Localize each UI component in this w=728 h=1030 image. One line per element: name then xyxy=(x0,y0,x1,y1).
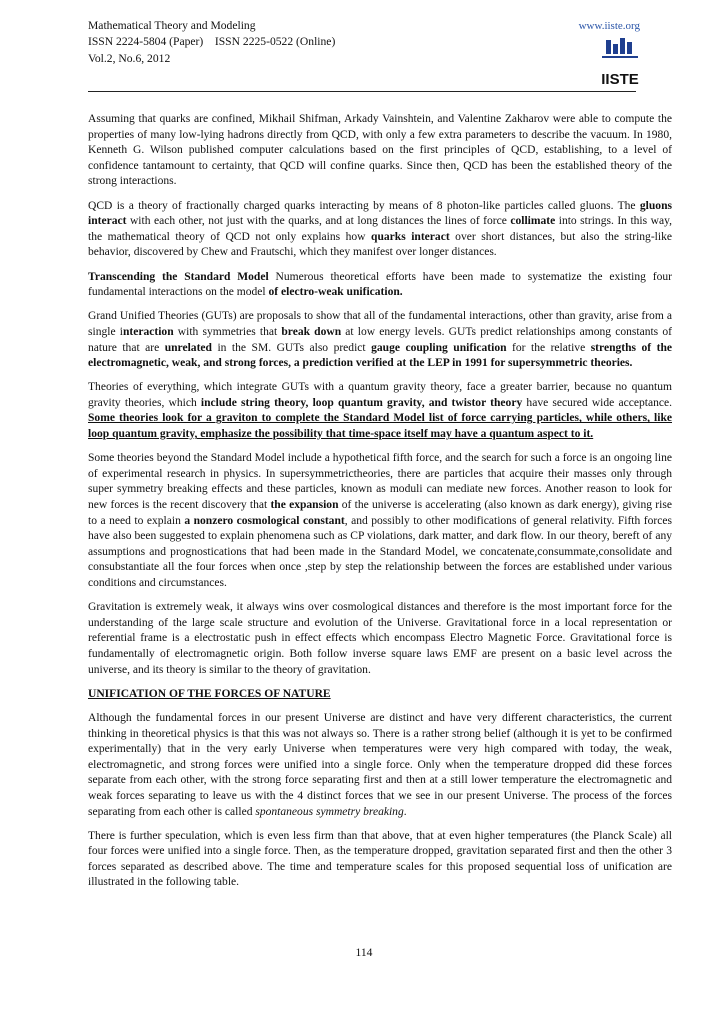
text-run: . xyxy=(403,805,407,818)
paragraph xyxy=(88,711,672,820)
paragraph xyxy=(88,309,672,371)
text-run: gauge coupling unification xyxy=(371,341,507,354)
text-run: with each other, not just with the quarks, and at long distances the lines of force xyxy=(126,215,511,228)
text-run: There is further speculation, which is even less firm than that above, that at even higher temperatures (the Planck Scale) all four forces were unified into a single force. Then, as the temperature dropped, gravitation separated first and then the other 3 forces separated as described above. The time and temperature scales for this proposed sequential loss of unification are illustrated in the following table. xyxy=(88,829,672,889)
paragraph xyxy=(88,829,672,891)
header-rule xyxy=(88,91,636,92)
text-run: over short distances, but also the string-like behavior, discovered by Chew and Frautschi, which they manifest over longer distances. xyxy=(88,230,672,259)
text-run: collimate xyxy=(510,215,556,228)
text-run: strengths of the electromagnetic, weak, and strong forces, a prediction verified at the LEP in 1991 for supersymmetric theories. xyxy=(88,341,673,370)
text-run: of electro-weak unification. xyxy=(268,286,403,299)
text-run: spontaneous symmetry breaking xyxy=(255,805,404,818)
text-run: Theories of everything, which integrate GUTs with a quantum gravity theory, face a greater barrier, because no quantum gravity theories, which xyxy=(88,381,672,409)
paragraph xyxy=(88,199,672,261)
page-header xyxy=(88,18,640,94)
text-run: have secured wide acceptance. xyxy=(522,396,672,409)
volume-line: Vol.2, No.6, 2012 xyxy=(88,52,171,65)
text-run: include string theory, loop quantum gravity, and twistor theory xyxy=(200,396,523,409)
text-run: Assuming that quarks are confined, Mikhail Shifman, Arkady Vainshtein, and Valentine Zakharov were able to compute the properties of many low-lying hadrons directly from QCD, with only a few extra parameters to describe the vacuum. In 1980, Kenneth G. Wilson published computer calculations based on the first principles of QCD, establishing, to a level of confidence tantamount to certainty, that QCD will confine quarks. Since then, QCD has been the established theory of the strong interactions. xyxy=(88,113,672,188)
text-run: nteraction xyxy=(122,325,174,338)
paragraph xyxy=(88,112,672,190)
text-run: Some theories beyond the Standard Model include a hypothetical fifth force, and the search for such a force is an ongoing line of experimental research in physics. In supersymmetrictheories, there are particles that acquire their masses only through super symmetry breaking effects and these particles, known as moduli can mediate new forces. Another reason to look for new forces is the recent discovery that xyxy=(88,452,672,512)
text-run: Although the fundamental forces in our present Universe are distinct and have very different characteristics, the current thinking in theoretical physics is that this was not always so. There is a rather strong belief (although it is yet to be confirmed experimentally) that in the very early Universe when temperatures were very high compared with today, the weak, electromagnetic, and strong forces were unified into a single force. Only when the temperature dropped did these forces separate from each other, with the strong force separating first and then at a still lower temperature the electromagnetic and weak forces separating to leave us with the 4 distinct forces that we see in our present Universe. The process of the forces separating from each other is called xyxy=(88,711,672,818)
text-run: QCD is a theory of fractionally charged quarks interacting by means of 8 photon-like particles called gluons. The xyxy=(88,199,640,212)
text-run: , and possibly to other modifications of general relativity. Fifth forces have also been suggested to explain phenomena such as CP violations, dark matter, and dark flow. In our theory, bereft of any assumptions and prognostications that had been made in the Standard Model, we concatenate,consummate,consolidate and consubstantiate all the four forces when once ,step by step the relationship between the forces are established under various conditions and circumstances. xyxy=(88,514,672,589)
paragraph xyxy=(88,380,672,442)
text-run: break down xyxy=(281,325,342,338)
logo-text: IISTE xyxy=(601,71,639,88)
text-run: quarks interact xyxy=(371,230,450,243)
text-run: for the relative xyxy=(506,341,591,354)
paragraph xyxy=(88,600,672,678)
text-run: in the SM. GUTs also predict xyxy=(211,341,372,354)
text-run: the expansion xyxy=(270,499,339,512)
text-run: UNIFICATION OF THE FORCES OF NATURE xyxy=(88,687,331,700)
paragraph xyxy=(88,270,672,301)
text-run: Grand Unified Theories (GUTs) are proposals to show that all of the fundamental interactions, other than gravity, arise from a single i xyxy=(88,310,672,338)
text-run: Numerous theoretical efforts have been made to systematize the existing four fundamental interactions on the model xyxy=(88,270,672,299)
text-run: into strings. In this way, the mathematical theory of QCD not only explains how xyxy=(88,215,672,243)
text-run: gluons interact xyxy=(88,199,672,228)
text-run: with symmetries that xyxy=(173,325,282,338)
article-body xyxy=(88,112,672,900)
journal-url-link[interactable]: www.iiste.org xyxy=(578,20,640,32)
paragraph xyxy=(88,451,672,591)
text-run: unrelated xyxy=(164,341,212,354)
page-number: 114 xyxy=(355,946,373,959)
journal-title: Mathematical Theory and Modeling xyxy=(88,19,256,32)
text-run: at low energy levels. GUTs predict relationships among constants of nature that are xyxy=(88,325,672,354)
section-heading xyxy=(88,687,672,703)
iiste-logo-icon xyxy=(600,38,640,94)
text-run: Some theories look for a graviton to complete the Standard Model list of force carrying particles, while others, like loop quantum gravity, emphasize the possibility that time-space itself may have a quantum aspect to it. xyxy=(88,412,672,441)
text-run: Gravitation is extremely weak, it always wins over cosmological distances and therefore is the most important force for the understanding of the large scale structure and evolution of the Universe. Gravitational force in a local representation or referential frame is a electrostatic push in effect effects which encompass Electro Magnetic Force. Gravitational force is fundamentally of electromagnetic origin. Both follow inverse square laws EMF are present on a basic level across the universe, and its theory is similar to the theory of gravitation. xyxy=(88,601,672,676)
text-run: a nonzero cosmological constant xyxy=(184,514,345,527)
issn-line: ISSN 2224-5804 (Paper) ISSN 2225-0522 (Online) xyxy=(88,35,336,48)
text-run: of the universe is accelerating (also known as dark energy), giving rise to a need to explain xyxy=(88,499,672,527)
text-run: Transcending the Standard Model xyxy=(88,270,269,283)
